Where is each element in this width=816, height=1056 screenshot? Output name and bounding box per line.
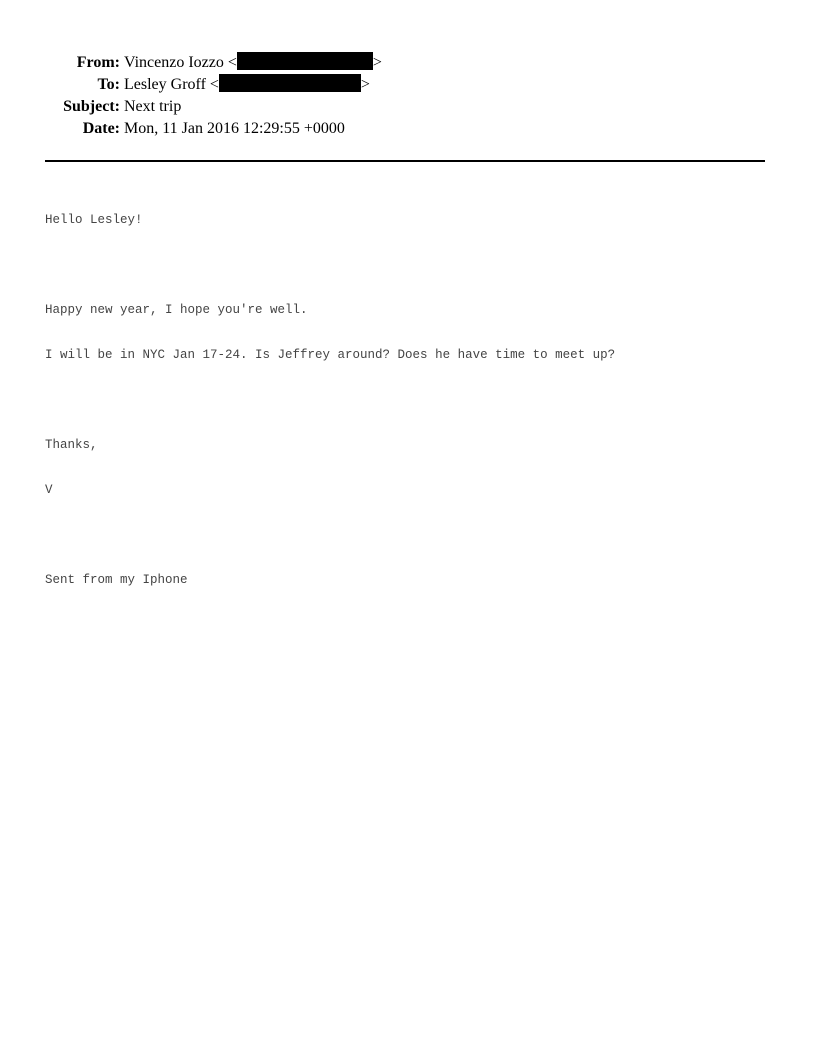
- date-value: Mon, 11 Jan 2016 12:29:55 +0000: [124, 120, 345, 137]
- blank-line: [45, 528, 615, 543]
- blank-line: [45, 393, 615, 408]
- to-value: [124, 74, 370, 96]
- from-label: From:: [76, 54, 120, 71]
- email-header: [0, 52, 816, 140]
- to-close: >: [360, 76, 370, 93]
- email-body: [45, 183, 615, 603]
- from-value: [124, 52, 382, 74]
- signature-line: V: [45, 483, 53, 497]
- blank-line: [45, 258, 615, 273]
- body-line: I will be in NYC Jan 17-24. Is Jeffrey around? Does he have time to meet up?: [45, 348, 616, 362]
- redaction-box: [237, 52, 373, 70]
- redaction-box: [219, 74, 361, 92]
- to-row: [0, 74, 816, 96]
- footer-line: Sent from my Iphone: [45, 573, 188, 587]
- body-line: Happy new year, I hope you're well.: [45, 303, 308, 317]
- date-label: Date:: [82, 120, 120, 137]
- closing-line: Thanks,: [45, 438, 98, 452]
- from-row: [0, 52, 816, 74]
- subject-value: Next trip: [124, 98, 182, 115]
- from-name: Vincenzo Iozzo <: [124, 54, 237, 71]
- greeting-line: Hello Lesley!: [45, 213, 143, 227]
- date-row: [0, 118, 816, 140]
- from-close: >: [372, 54, 382, 71]
- to-name: Lesley Groff <: [124, 76, 219, 93]
- to-label: To:: [97, 76, 120, 93]
- subject-label: Subject:: [63, 98, 120, 115]
- header-divider: [45, 160, 765, 162]
- subject-row: [0, 96, 816, 118]
